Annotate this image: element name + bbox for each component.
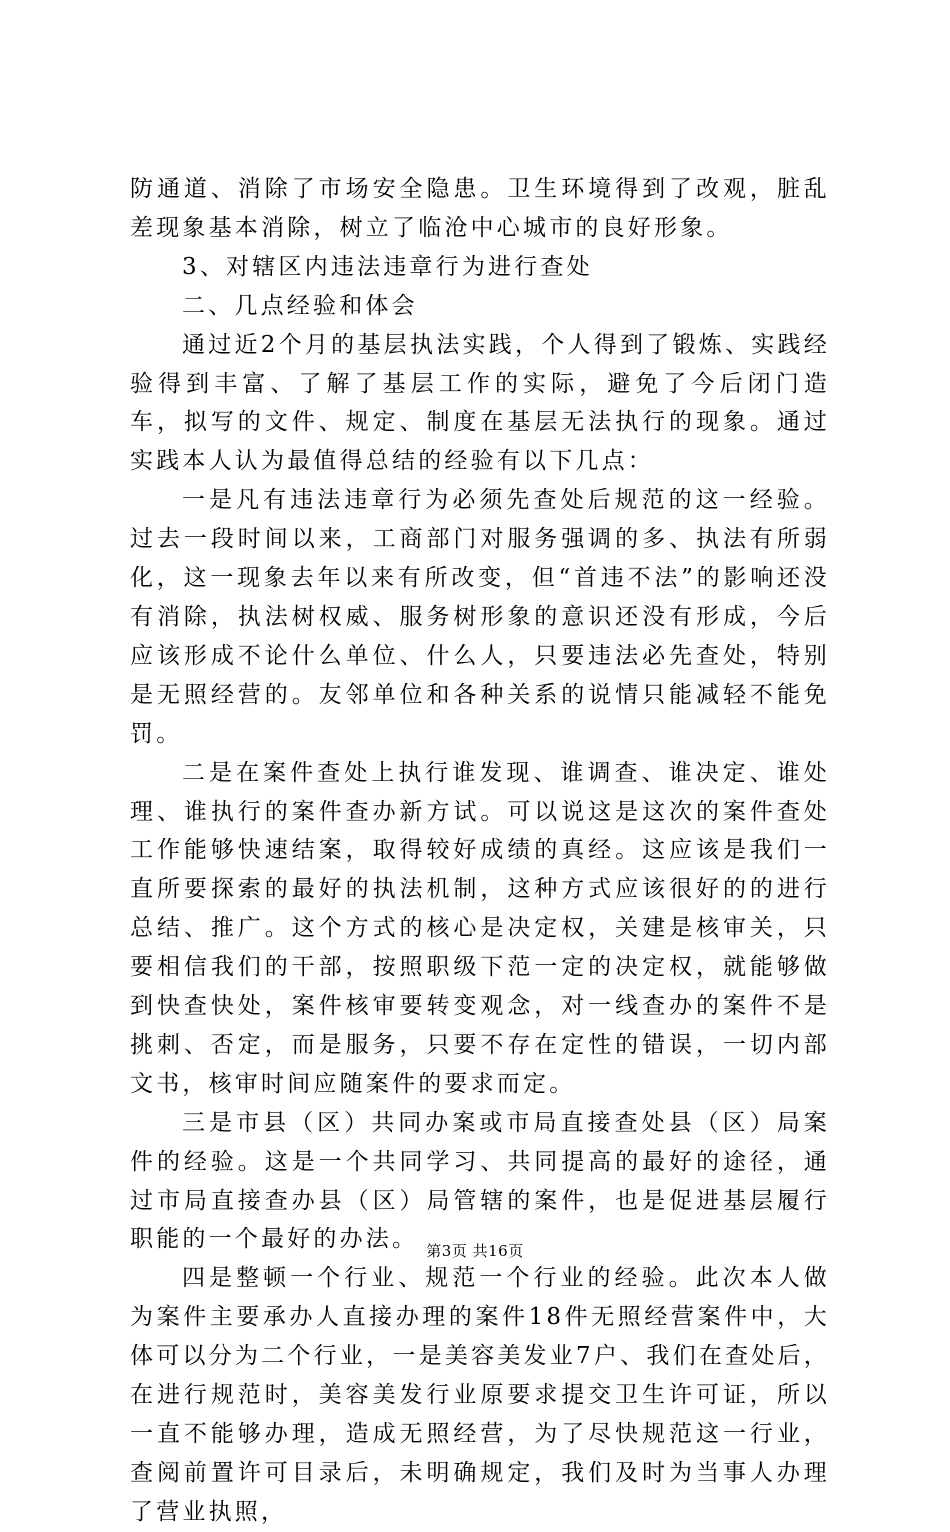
paragraph-6: 二是在案件查处上执行谁发现、谁调查、谁决定、谁处理、谁执行的案件查办新方试。可以说这是这次的案件查处工作能够快速结案，取得较好成绩的真经。这应该是我们一直所要探索的最好的执法机制，这种方式应该很好的的进行总结、推广。这个方式的核心是决定权，关建是核审关，只要相信我们的干部，按照职级下范一定的决定权，就能够做到快查快处，案件核审要转变观念，对一线查办的案件不是挑刺、否定，而是服务，只要不存在定性的错误，一切内部文书，核审时间应随案件的要求而定。 bbox=[130, 759, 830, 1097]
paragraph-2: 3、对辖区内违法违章行为进行查处 bbox=[182, 253, 593, 280]
page-number-footer: 第3页 共16页 bbox=[426, 1242, 524, 1260]
paragraph-8: 四是整顿一个行业、规范一个行业的经验。此次本人做为案件主要承办人直接办理的案件18件无照经营案件中，大体可以分为二个行业，一是美容美发业7户、我们在查处后，在进行规范时，美容美发行业原要求提交卫生许可证，所以一直不能够办理，造成无照经营，为了尽快规范这一行业，查阅前置许可目录后，未明确规定，我们及时为当事人办理了营业执照， bbox=[130, 1265, 830, 1525]
paragraph-5: 一是凡有违法违章行为必须先查处后规范的这一经验。过去一段时间以来，工商部门对服务强调的多、执法有所弱化，这一现象去年以来有所改变，但“首违不法”的影响还没有消除，执法树权威、服务树形象的意识还没有形成，今后应该形成不论什么单位、什么人，只要违法必先查处，特别是无照经营的。友邻单位和各种关系的说情只能减轻不能免罚。 bbox=[130, 487, 830, 747]
document-body bbox=[130, 170, 830, 1532]
paragraph-1: 防通道、消除了市场安全隐患。卫生环境得到了改观，脏乱差现象基本消除，树立了临沧中心城市的良好形象。 bbox=[130, 176, 830, 241]
section-heading: 二、几点经验和体会 bbox=[182, 292, 418, 319]
paragraph-4: 通过近2个月的基层执法实践，个人得到了锻炼、实践经验得到丰富、了解了基层工作的实际，避免了今后闭门造车，拟写的文件、规定、制度在基层无法执行的现象。通过实践本人认为最值得总结的经验有以下几点： bbox=[130, 331, 830, 475]
paragraph-7: 三是市县（区）共同办案或市局直接查处县（区）局案件的经验。这是一个共同学习、共同提高的最好的途径，通过市局直接查办县（区）局管辖的案件，也是促进基层履行职能的一个最好的办法。 bbox=[130, 1109, 830, 1253]
